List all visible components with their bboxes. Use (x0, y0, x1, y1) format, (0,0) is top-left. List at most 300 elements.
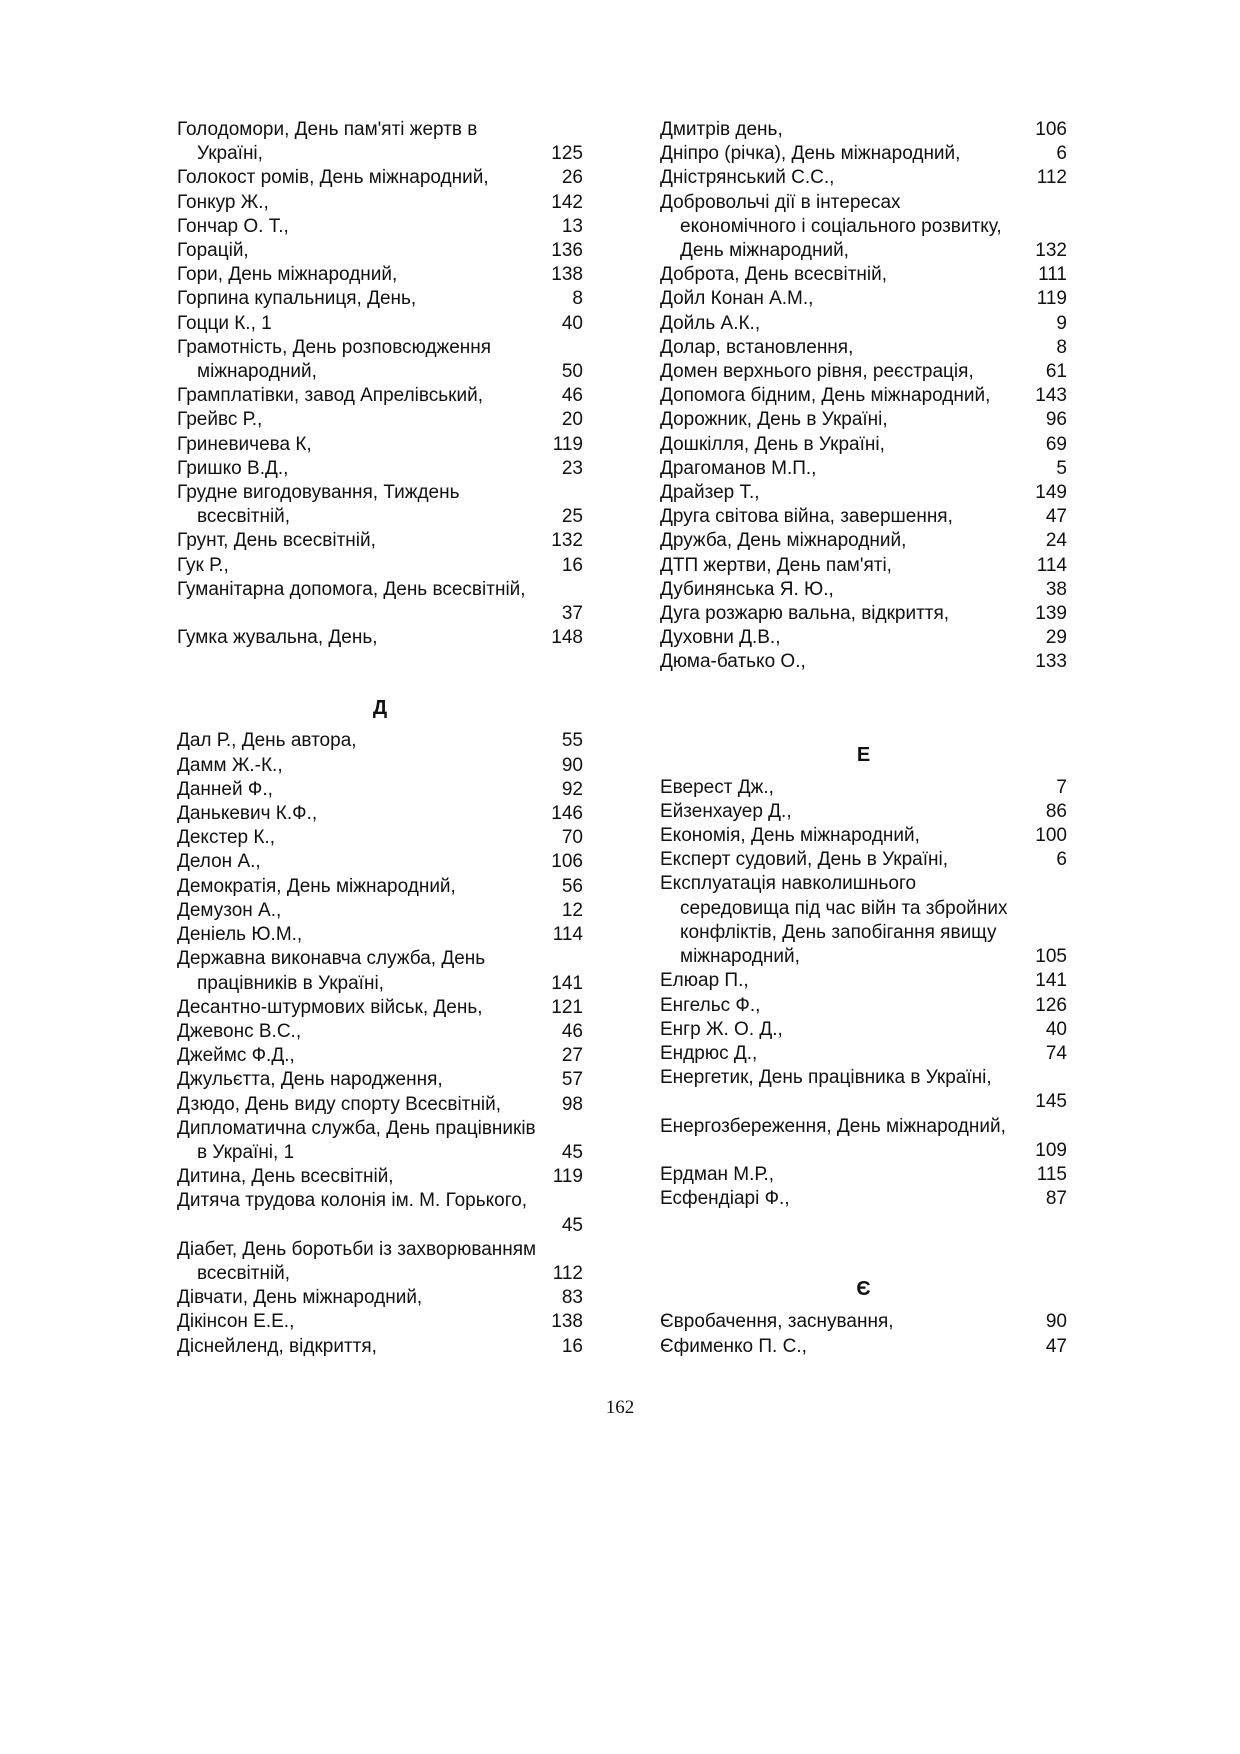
index-entry (177, 1189, 583, 1237)
entry-page-number: 100 (1035, 825, 1067, 847)
entry-term (660, 1018, 1067, 1042)
entry-text: Драйзер Т., (660, 482, 760, 504)
entry-page-number: 142 (551, 191, 583, 213)
entry-text: всесвітній, (197, 506, 291, 528)
entry-text: Драгоманов М.П., (660, 457, 817, 479)
index-entry (660, 776, 1067, 800)
entry-text: Гришко В.Д., (177, 457, 289, 479)
entry-text: Еверест Дж., (660, 776, 774, 798)
entry-page-number: 146 (551, 803, 583, 825)
entry-text: Дніпро (річка), День міжнародний, (660, 143, 961, 165)
entry-text: Долар, встановлення, (660, 336, 854, 358)
entry-term-continuation (177, 505, 583, 529)
entry-term (177, 778, 583, 802)
entry-term (177, 1286, 583, 1310)
entry-page-number: 46 (561, 1020, 583, 1042)
entry-text: Україні, (197, 143, 263, 165)
entry-term (660, 554, 1067, 578)
index-section-g (177, 118, 583, 650)
entry-page-number: 40 (1045, 1018, 1067, 1040)
entry-page-number: 96 (1045, 409, 1067, 431)
entry-text: Діабет, День боротьби із захворюванням (177, 1238, 537, 1260)
entry-term (177, 729, 583, 753)
entry-text: працівників в Україні, (197, 972, 384, 994)
entry-term (660, 336, 1067, 360)
entry-term (177, 433, 583, 457)
entry-page-number: 40 (561, 312, 583, 334)
entry-text: Демузон А., (177, 899, 282, 921)
index-entry (177, 729, 583, 753)
entry-text: Дністрянський С.С., (660, 167, 835, 189)
entry-text: Данней Ф., (177, 778, 273, 800)
entry-page-number: 86 (1045, 800, 1067, 822)
index-entry (177, 1117, 583, 1165)
index-section-d-continued (660, 118, 1067, 675)
entry-term (660, 433, 1067, 457)
entry-page-number: 20 (561, 409, 583, 431)
entry-text: Дамм Ж.-К., (177, 754, 283, 776)
entry-text: конфліктів, День запобігання явищу (680, 921, 997, 943)
entry-text: Експерт судовий, День в Україні, (660, 849, 948, 871)
entry-term (177, 578, 583, 602)
letter-heading-e: Е (856, 743, 871, 766)
index-entry (660, 1066, 1067, 1114)
entry-text: всесвітній, (197, 1262, 291, 1284)
entry-page-number: 57 (561, 1069, 583, 1091)
entry-term (177, 1020, 583, 1044)
entry-page-number: 69 (1045, 433, 1067, 455)
entry-term (660, 969, 1067, 993)
entry-term (177, 166, 583, 190)
index-entry (660, 312, 1067, 336)
index-entry (177, 336, 583, 384)
index-entry (177, 457, 583, 481)
entry-term (660, 602, 1067, 626)
index-entry (177, 947, 583, 995)
entry-text: Грунт, День всесвітній, (177, 530, 376, 552)
entry-page-number: 132 (551, 530, 583, 552)
entry-text: Дойл Конан А.М., (660, 288, 814, 310)
entry-term (177, 850, 583, 874)
entry-term (177, 312, 583, 336)
entry-text: Грамотність, День розповсюдження (177, 336, 492, 358)
entry-page-number: 46 (561, 385, 583, 407)
entry-term-continuation (177, 972, 583, 996)
entry-text: економічного і соціального розвитку, (680, 215, 1002, 237)
entry-text: Елюар П., (660, 970, 749, 992)
index-entry (177, 215, 583, 239)
entry-page-number: 112 (1036, 167, 1067, 189)
entry-page-number: 115 (1036, 1163, 1067, 1185)
entry-text: Дружба, День міжнародний, (660, 530, 907, 552)
entry-text: Гонкур Ж., (177, 191, 269, 213)
entry-text: Грейвс Р., (177, 409, 263, 431)
entry-term (660, 287, 1067, 311)
entry-page-number: 90 (561, 754, 583, 776)
index-entry (177, 754, 583, 778)
entry-term (177, 336, 583, 360)
entry-text: Ердман М.Р., (660, 1163, 775, 1185)
entry-page-number: 126 (1035, 994, 1067, 1016)
entry-page-number: 148 (551, 627, 583, 649)
entry-term (660, 360, 1067, 384)
entry-term (660, 118, 1067, 142)
entry-term (660, 312, 1067, 336)
entry-page-number: 114 (1036, 554, 1067, 576)
entry-text: Гончар О. Т., (177, 215, 289, 237)
index-entry (660, 166, 1067, 190)
index-entry (660, 650, 1067, 674)
index-entry (660, 287, 1067, 311)
index-entry (660, 1310, 1067, 1334)
entry-text: Дмитрів день, (660, 119, 783, 140)
entry-page-number: 47 (1045, 1335, 1067, 1357)
index-entry (660, 360, 1067, 384)
index-section-ye (660, 1310, 1067, 1358)
entry-page-number: 24 (1045, 530, 1067, 552)
index-entry (177, 778, 583, 802)
index-entry (177, 578, 583, 626)
entry-term (177, 899, 583, 923)
index-entry (177, 118, 583, 166)
entry-term (177, 1068, 583, 1092)
entry-term (177, 215, 583, 239)
entry-term-continuation (177, 1214, 583, 1238)
index-entry (660, 191, 1067, 264)
entry-text: Ейзенхауер Д., (660, 800, 792, 822)
index-entry (660, 433, 1067, 457)
entry-text: в Україні, 1 (197, 1141, 295, 1163)
entry-term-continuation (177, 1141, 583, 1165)
index-entry (660, 626, 1067, 650)
index-entry (177, 166, 583, 190)
entry-page-number: 145 (1035, 1091, 1067, 1113)
entry-text: Дал Р., День автора, (177, 730, 357, 752)
entry-page-number: 114 (552, 924, 583, 946)
entry-text: Державна виконавча служба, День (177, 948, 486, 970)
page-number: 162 (605, 1397, 635, 1418)
entry-page-number: 74 (1045, 1042, 1067, 1064)
entry-text: Голодомори, День пам'яті жертв в (177, 119, 478, 140)
entry-page-number: 26 (561, 167, 583, 189)
entry-text: Єфименко П. С., (660, 1335, 807, 1357)
entry-page-number: 47 (1045, 506, 1067, 528)
index-entry (177, 433, 583, 457)
entry-page-number: 119 (1036, 288, 1067, 310)
index-entry (660, 384, 1067, 408)
index-entry (177, 996, 583, 1020)
index-entry (660, 824, 1067, 848)
entry-term (177, 1189, 583, 1213)
entry-term (177, 754, 583, 778)
entry-page-number: 55 (561, 730, 583, 752)
entry-text: Дікінсон Е.Е., (177, 1311, 295, 1333)
entry-page-number: 38 (1045, 578, 1067, 600)
entry-term (177, 481, 583, 505)
entry-text: Голокост ромів, День міжнародний, (177, 167, 489, 189)
entry-page-number: 87 (1045, 1188, 1067, 1210)
entry-page-number: 70 (561, 827, 583, 849)
entry-term (660, 1187, 1067, 1211)
entry-page-number: 119 (552, 1166, 583, 1188)
index-entry (660, 578, 1067, 602)
entry-text: Ендрюс Д., (660, 1042, 758, 1064)
entry-text: Дубинянська Я. Ю., (660, 578, 834, 600)
index-entry (177, 899, 583, 923)
entry-term (177, 1117, 583, 1141)
entry-text: Енгельс Ф., (660, 994, 761, 1016)
index-entry (660, 1335, 1067, 1359)
index-entry (660, 336, 1067, 360)
entry-text: середовища під час війн та збройних (680, 897, 1008, 919)
entry-term (660, 191, 1067, 215)
entry-page-number: 5 (1056, 457, 1067, 479)
entry-term (660, 872, 1067, 896)
entry-term (660, 481, 1067, 505)
entry-term (660, 776, 1067, 800)
entry-page-number: 119 (552, 433, 583, 455)
entry-text: Діснейленд, відкриття, (177, 1335, 377, 1357)
entry-term-continuation (660, 1090, 1067, 1114)
entry-term-continuation (660, 945, 1067, 969)
entry-term (177, 1310, 583, 1334)
entry-page-number: 12 (561, 899, 583, 921)
entry-term (177, 1093, 583, 1117)
entry-text: Декстер К., (177, 827, 275, 849)
entry-term (660, 1335, 1067, 1359)
entry-page-number: 111 (1038, 264, 1067, 286)
index-entry (177, 1093, 583, 1117)
index-section-d (177, 729, 583, 1358)
entry-text: Енергозбереження, День міжнародний, (660, 1115, 1006, 1137)
entry-text: Гори, День міжнародний, (177, 264, 398, 286)
index-entry (177, 1310, 583, 1334)
entry-term-continuation (660, 1139, 1067, 1163)
entry-term (660, 578, 1067, 602)
index-entry (177, 554, 583, 578)
entry-page-number: 37 (561, 603, 583, 625)
index-entry (177, 923, 583, 947)
entry-term (660, 800, 1067, 824)
entry-page-number: 29 (1045, 627, 1067, 649)
entry-term (660, 166, 1067, 190)
entry-page-number: 106 (1035, 119, 1067, 140)
entry-term (177, 1238, 583, 1262)
entry-text: Економія, День міжнародний, (660, 825, 920, 847)
entry-page-number: 7 (1056, 776, 1067, 798)
entry-term (660, 1163, 1067, 1187)
entry-page-number: 106 (551, 851, 583, 873)
index-entry (177, 408, 583, 432)
entry-term-continuation (177, 142, 583, 166)
entry-page-number: 83 (561, 1287, 583, 1309)
entry-text: Горпина купальниця, День, (177, 288, 417, 310)
entry-text: міжнародний, (197, 361, 317, 383)
entry-text: Гриневичева К, (177, 433, 312, 455)
index-entry (177, 191, 583, 215)
index-entry (660, 1018, 1067, 1042)
entry-page-number: 121 (551, 996, 583, 1018)
entry-text: Домен верхнього рівня, реєстрація, (660, 361, 974, 383)
entry-text: Есфендіарі Ф., (660, 1188, 790, 1210)
index-entry (177, 1335, 583, 1359)
entry-term (177, 626, 583, 650)
index-entry (660, 554, 1067, 578)
entry-term (660, 1310, 1067, 1334)
entry-page-number: 56 (561, 875, 583, 897)
entry-text: Делон А., (177, 851, 261, 873)
index-entry (177, 850, 583, 874)
entry-term (660, 1115, 1067, 1139)
entry-page-number: 61 (1045, 361, 1067, 383)
entry-term (177, 554, 583, 578)
entry-term-continuation (660, 897, 1067, 921)
index-entry (660, 457, 1067, 481)
index-entry (177, 287, 583, 311)
index-entry (660, 969, 1067, 993)
index-entry (660, 118, 1067, 142)
entry-page-number: 143 (1035, 385, 1067, 407)
entry-page-number: 112 (552, 1262, 583, 1284)
entry-text: Енгр Ж. О. Д., (660, 1018, 783, 1040)
entry-page-number: 6 (1056, 849, 1067, 871)
entry-text: Добровольчі дії в інтересах (660, 191, 901, 213)
index-entry (177, 1238, 583, 1286)
entry-text: Джевонс В.С., (177, 1020, 302, 1042)
entry-text: Грамплатівки, завод Апрелівський, (177, 385, 483, 407)
index-entry (660, 602, 1067, 626)
entry-term (660, 1042, 1067, 1066)
right-column (660, 118, 1067, 1359)
index-entry (660, 142, 1067, 166)
entry-page-number: 125 (551, 143, 583, 165)
entry-page-number: 50 (561, 361, 583, 383)
entry-term (177, 263, 583, 287)
entry-term (660, 505, 1067, 529)
entry-text: Десантно-штурмових військ, День, (177, 996, 483, 1018)
entry-page-number: 105 (1035, 946, 1067, 968)
entry-page-number: 9 (1056, 312, 1067, 334)
index-entry (660, 505, 1067, 529)
entry-text: ДТП жертви, День пам'яті, (660, 554, 892, 576)
entry-page-number: 138 (551, 1311, 583, 1333)
entry-term (177, 996, 583, 1020)
entry-term-continuation (660, 921, 1067, 945)
entry-text: Гумка жувальна, День, (177, 627, 378, 649)
entry-term (177, 1335, 583, 1359)
entry-page-number: 90 (1045, 1311, 1067, 1333)
entry-text: Грудне вигодовування, Тиждень (177, 482, 460, 504)
entry-text: Друга світова війна, завершення, (660, 506, 953, 528)
entry-text: Дорожник, День в Україні, (660, 409, 888, 431)
entry-page-number: 92 (561, 778, 583, 800)
entry-term (177, 191, 583, 215)
entry-page-number: 139 (1035, 603, 1067, 625)
entry-text: Дюма-батько О., (660, 651, 806, 673)
entry-page-number: 8 (572, 288, 583, 310)
entry-text: Експлуатація навколишнього (660, 873, 917, 895)
entry-page-number: 98 (561, 1093, 583, 1115)
entry-text: Деніель Ю.М., (177, 924, 303, 946)
entry-text: Гуманітарна допомога, День всесвітній, (177, 578, 526, 600)
index-entry (660, 800, 1067, 824)
index-entry (177, 481, 583, 529)
index-entry (660, 408, 1067, 432)
index-entry (660, 263, 1067, 287)
entry-term (660, 650, 1067, 674)
index-entry (177, 1165, 583, 1189)
entry-term (660, 994, 1067, 1018)
index-entry (177, 384, 583, 408)
entry-page-number: 25 (561, 506, 583, 528)
entry-text: Данькевич К.Ф., (177, 803, 318, 825)
index-entry (177, 263, 583, 287)
index-entry (177, 802, 583, 826)
entry-term (660, 529, 1067, 553)
entry-term (177, 384, 583, 408)
entry-text: Дуга розжарю вальна, відкриття, (660, 603, 950, 625)
entry-page-number: 136 (551, 240, 583, 262)
entry-text: Євробачення, заснування, (660, 1311, 894, 1333)
entry-page-number: 141 (551, 972, 583, 994)
entry-term (660, 626, 1067, 650)
index-entry (660, 994, 1067, 1018)
entry-term (177, 457, 583, 481)
index-entry (660, 872, 1067, 969)
entry-text: Дошкілля, День в Україні, (660, 433, 885, 455)
index-entry (660, 1042, 1067, 1066)
left-column (177, 118, 583, 1359)
index-entry (177, 826, 583, 850)
entry-term-continuation (660, 215, 1067, 239)
entry-text: Духовни Д.В., (660, 627, 781, 649)
index-entry (660, 1163, 1067, 1187)
entry-page-number: 27 (561, 1045, 583, 1067)
entry-text: День міжнародний, (680, 240, 849, 262)
letter-heading-ye: Є (856, 1278, 871, 1301)
entry-page-number: 16 (561, 554, 583, 576)
entry-term-continuation (177, 602, 583, 626)
entry-page-number: 13 (561, 215, 583, 237)
index-entry (660, 1187, 1067, 1211)
entry-page-number: 45 (561, 1141, 583, 1163)
entry-text: Дівчати, День міжнародний, (177, 1287, 423, 1309)
entry-term (177, 118, 583, 142)
entry-term (660, 142, 1067, 166)
entry-page-number: 8 (1056, 336, 1067, 358)
entry-term (177, 287, 583, 311)
entry-text: Дитина, День всесвітній, (177, 1166, 394, 1188)
entry-page-number: 138 (551, 264, 583, 286)
entry-text: міжнародний, (680, 946, 800, 968)
index-entry (177, 239, 583, 263)
letter-heading-d: Д (372, 697, 388, 720)
entry-text: Джульєтта, День народження, (177, 1069, 443, 1091)
entry-page-number: 6 (1056, 143, 1067, 165)
index-entry (660, 481, 1067, 505)
entry-term (660, 848, 1067, 872)
entry-term (177, 875, 583, 899)
entry-text: Джеймс Ф.Д., (177, 1045, 295, 1067)
entry-text: Допомога бідним, День міжнародний, (660, 385, 991, 407)
index-entry (177, 1044, 583, 1068)
entry-text: Демократія, День міжнародний, (177, 875, 456, 897)
index-section-e (660, 776, 1067, 1212)
entry-term (177, 947, 583, 971)
entry-text: Дипломатична служба, День працівників (177, 1117, 536, 1139)
index-entry (177, 1020, 583, 1044)
entry-term (660, 457, 1067, 481)
